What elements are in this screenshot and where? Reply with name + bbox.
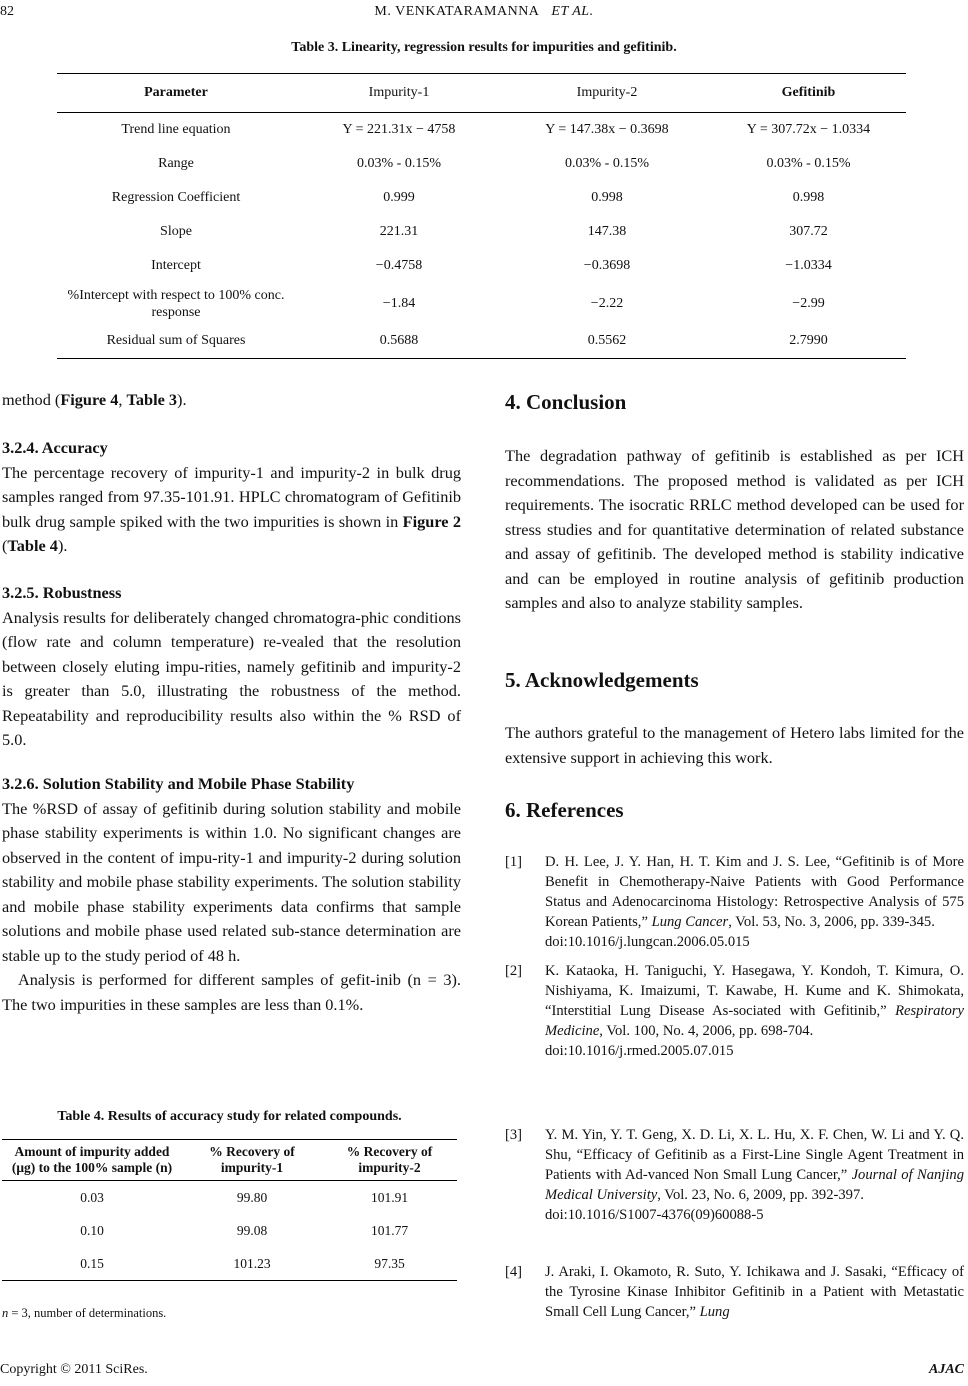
text: , Vol. 53, No. 3, 2006, pp. 339-345. <box>728 914 935 930</box>
table-ref: Table 3 <box>126 390 178 409</box>
text: , <box>118 390 127 409</box>
reference-doi: doi:10.1016/j.rmed.2005.07.015 <box>545 1043 734 1059</box>
table3-header: Impurity-1 <box>368 85 430 100</box>
table3-header: Impurity-2 <box>576 85 638 100</box>
text: n <box>2 1306 9 1320</box>
table3-cell: 221.31 <box>379 223 419 239</box>
table3-cell: −0.3698 <box>583 257 631 273</box>
table3-cell: 0.5688 <box>379 333 419 349</box>
reference-number: [2] <box>505 963 523 979</box>
table-row <box>57 215 906 249</box>
table3-cell: Intercept <box>151 257 201 273</box>
table4-header: Amount of impurity added (μg) to the 100% sample (n) <box>11 1144 173 1175</box>
table4-cell: 0.03 <box>80 1189 104 1205</box>
section-title: 3.2.4. Accuracy <box>2 438 108 457</box>
figure-ref: Figure 2 <box>402 511 461 531</box>
table-row <box>2 1247 457 1281</box>
table4-cell: 101.77 <box>370 1222 409 1238</box>
table-row <box>57 113 906 147</box>
table4-note <box>2 1306 166 1321</box>
table-row <box>57 181 906 215</box>
table3-cell: 307.72 <box>789 223 828 239</box>
table3-cell: %Intercept with respect to 100% conc. response <box>67 287 285 320</box>
section-body-2: Analysis is performed for different samples of gefit-inib (n = 3). The two impurities in these samples are less than 0.1%. <box>2 970 461 1014</box>
table4-cell: 99.08 <box>236 1222 268 1238</box>
section-body: The %RSD of assay of gefitinib during solution stability and mobile phase stability experiments is within 1.0. No significant changes are observed in the content of impu-rity-1 and impurity-2 during solution stability and mobile phase stability experiments. The solution stability and mobile phase stability experiments data confirms that sample solutions and mobile phase used related sub-stance determination are stable up to the study period of 48 h. <box>2 798 461 965</box>
reference-item <box>505 1125 964 1225</box>
table4 <box>2 1139 457 1281</box>
reference-number: [3] <box>505 1127 523 1143</box>
section-body <box>2 461 461 559</box>
table4-header: % Recovery of impurity-1 <box>209 1144 295 1175</box>
table3-cell: 0.998 <box>792 189 825 205</box>
acknowledgements-body: The authors grateful to the management of Hetero labs limited for the extensive support in achieving this work. <box>505 723 964 767</box>
table3-cell: Range <box>158 155 194 171</box>
section-solution-stability <box>2 772 461 1017</box>
text: ). <box>177 390 187 409</box>
section-robustness <box>2 581 461 753</box>
table3-cell: 2.7990 <box>789 333 828 349</box>
journal-name: Journal of Nanjing Medical University <box>545 1167 965 1203</box>
left-column <box>2 388 461 413</box>
table3-cell: −2.22 <box>590 295 624 311</box>
table3-cell: 0.999 <box>383 189 415 205</box>
section-body: Analysis results for deliberately changed chromatogra-phic conditions (flow rate and column temperature) re-vealed that the resolution between closely eluting impu-rities, namely gefitinib and impurity-2 is greater than 5.0, illustrating the robustness of the method. Repeatability and reproducibility results also within the % RSD of 5.0. <box>2 607 461 749</box>
footer-journal: AJAC <box>928 1362 964 1377</box>
section-title-acknowledgements: 5. Acknowledgements <box>505 668 699 692</box>
reference-item <box>505 1262 964 1322</box>
text: D. H. Lee, J. Y. Han, H. T. Kim and J. S. Lee, “Gefitinib is of More Benefit in Chemotherapy-Naive Patients with Good Performance Status and Adenocarcinoma Histology: Retrospective Analysis of 575 Korean Patients,” <box>545 854 964 930</box>
text: , Vol. 100, No. 4, 2006, pp. 698-704. <box>599 1023 814 1039</box>
reference-doi: doi:10.1016/S1007-4376(09)60088-5 <box>545 1207 764 1223</box>
journal-name: Lung <box>699 1304 730 1320</box>
section-title-references: 6. References <box>505 798 624 822</box>
footer-copyright: Copyright © 2011 SciRes. <box>0 1362 148 1377</box>
table3-cell: 0.03% - 0.15% <box>357 155 441 171</box>
section-accuracy <box>2 436 461 559</box>
table3-cell: −1.0334 <box>785 257 832 273</box>
table-row <box>2 1181 457 1215</box>
text: The percentage recovery of impurity-1 and impurity-2 in bulk drug samples ranged from 97.35-101.91. HPLC chromatogram of Gefitinib bulk drug sample spiked with the two impurities is shown in <box>2 462 461 531</box>
table3-cell: Trend line equation <box>121 121 231 137</box>
text: K. Kataoka, H. Taniguchi, Y. Hasegawa, Y. Kondoh, T. Kimura, O. Nishiyama, K. Imaizumi, T. Kawabe, H. Kume and K. Shimokata, “Interstitial Lung Disease As-sociated with Gefitinib,” <box>545 963 964 1019</box>
table-row <box>57 325 906 359</box>
table3-cell: Y = 221.31x − 4758 <box>342 121 456 137</box>
reference-item <box>505 961 964 1061</box>
text: Y. M. Yin, Y. T. Geng, X. D. Li, X. L. Hu, X. F. Chen, W. Li and Y. Q. Shu, “Efficacy of Gefitinib as a First-Line Single Agent Treatment in Patients with Ad-vanced Non Small Lung Cancer,” <box>545 1127 964 1183</box>
table3-caption: Table 3. Linearity, regression results for impurities and gefitinib. <box>291 40 677 55</box>
figure-ref: Figure 4 <box>60 390 119 409</box>
reference-item <box>505 852 964 952</box>
table-row <box>57 283 906 325</box>
table-row <box>57 249 906 283</box>
table3-cell: −0.4758 <box>375 257 423 273</box>
table3-cell: 0.03% - 0.15% <box>565 155 649 171</box>
table3-cell: Residual sum of Squares <box>106 333 246 349</box>
table3-cell: Y = 307.72x − 1.0334 <box>746 121 871 137</box>
table-ref: Table 4 <box>7 536 58 555</box>
running-header-etal: ET AL. <box>551 4 594 19</box>
table-row <box>2 1214 457 1247</box>
table4-header-row <box>2 1140 457 1181</box>
table3-cell: −1.84 <box>382 295 416 311</box>
table4-header: % Recovery of impurity-2 <box>346 1144 433 1175</box>
conclusion-body: The degradation pathway of gefitinib is established as per ICH recommendations. The proposed method is validated as per ICH requirements. The isocratic RRLC method developed can be used for stress studies and for quantitative determination of related substance and assay of gefitinib. The developed method is stability indicative and can be employed in routine analysis of gefitinib production samples and also to analyze stability samples. <box>505 446 964 612</box>
table4-cell: 101.91 <box>370 1189 409 1205</box>
text: = 3, number of determinations. <box>8 1306 167 1320</box>
running-header-authors: M. VENKATARAMANNA <box>374 4 540 19</box>
section-title: 3.2.5. Robustness <box>2 583 122 602</box>
table4-cell: 0.15 <box>80 1255 104 1271</box>
reference-number: [1] <box>505 854 523 870</box>
section-title: 3.2.6. Solution Stability and Mobile Phase Stability <box>2 774 355 793</box>
text: method ( <box>2 390 61 409</box>
table3-cell: 0.998 <box>591 189 623 205</box>
reference-number: [4] <box>505 1264 523 1280</box>
text: ( <box>2 536 8 555</box>
text: ). <box>57 536 68 555</box>
table4-cell: 99.80 <box>236 1189 268 1205</box>
journal-name: Lung Cancer <box>651 914 729 930</box>
table3-cell: 147.38 <box>587 223 627 239</box>
table3-header: Gefitinib <box>781 85 836 100</box>
table3-cell: 0.03% - 0.15% <box>766 155 851 171</box>
text: , Vol. 23, No. 6, 2009, pp. 392-397. <box>657 1187 864 1203</box>
section-title-conclusion: 4. Conclusion <box>505 390 627 414</box>
table-row <box>57 147 906 181</box>
table4-cell: 97.35 <box>374 1255 405 1271</box>
running-header <box>0 4 968 20</box>
table4-cell: 0.10 <box>80 1222 104 1238</box>
table3-header: Parameter <box>144 85 208 100</box>
page-number: 82 <box>0 4 14 19</box>
table3 <box>57 73 906 359</box>
method-ref-paragraph <box>2 388 461 413</box>
text: J. Araki, I. Okamoto, R. Suto, Y. Ichikawa and J. Sasaki, “Efficacy of the Tyrosine Kinase Inhibitor Gefitinib in a Patient with Metastatic Small Cell Lung Cancer,” <box>545 1264 964 1320</box>
journal-name: Respiratory Medicine <box>545 1003 964 1039</box>
table3-cell: Y = 147.38x − 0.3698 <box>545 121 669 137</box>
table3-header-row <box>57 74 906 113</box>
table3-cell: Slope <box>160 223 192 239</box>
table3-cell: 0.5562 <box>587 333 627 349</box>
table4-cell: 101.23 <box>233 1255 271 1271</box>
reference-doi: doi:10.1016/j.lungcan.2006.05.015 <box>545 934 750 950</box>
table3-cell: Regression Coefficient <box>111 189 241 205</box>
table3-cell: −2.99 <box>792 295 825 311</box>
table4-caption: Table 4. Results of accuracy study for related compounds. <box>57 1109 402 1124</box>
